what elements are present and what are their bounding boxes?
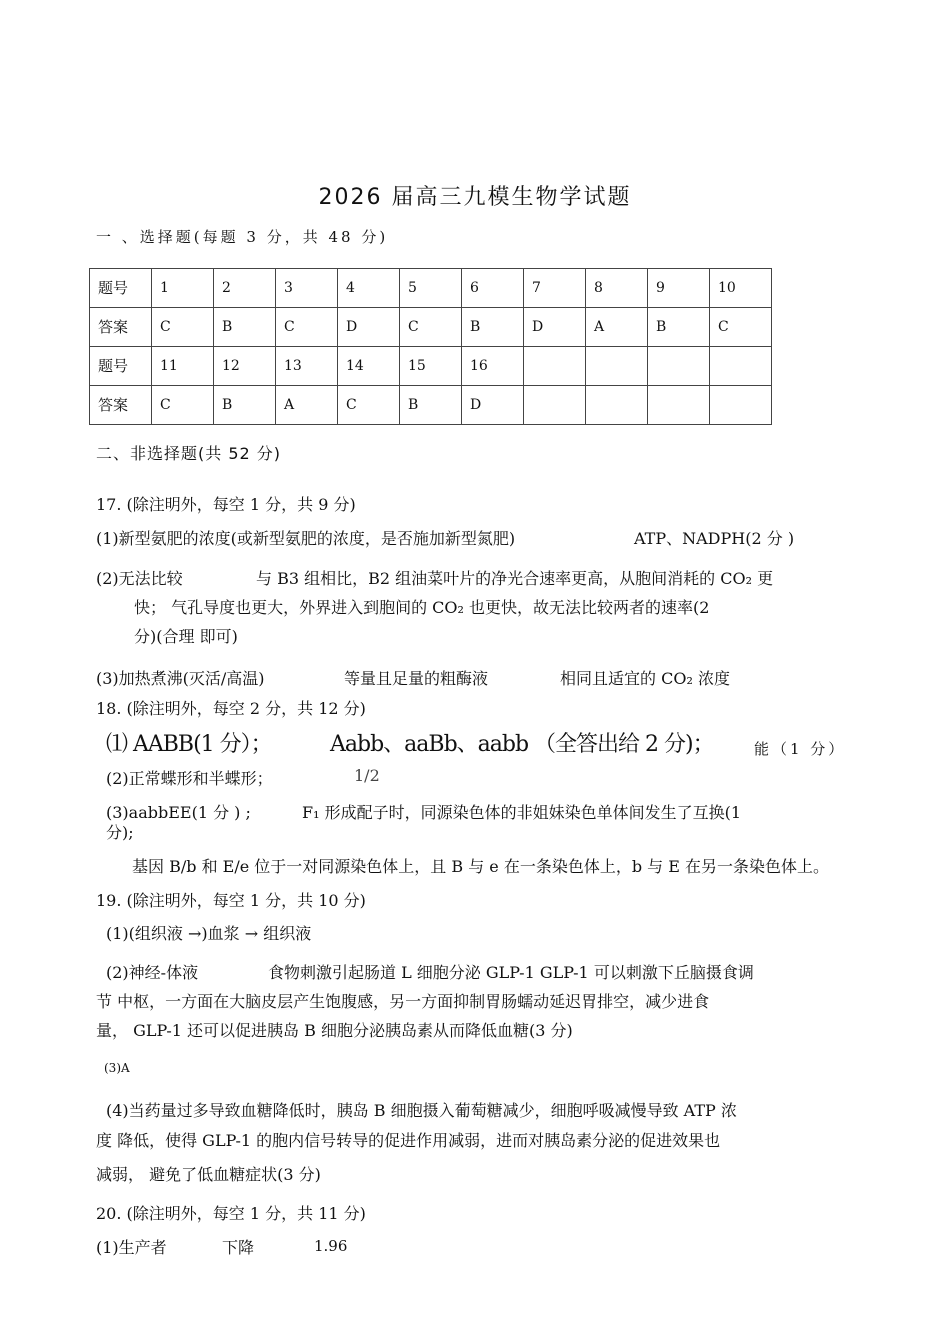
table-cell: C — [152, 386, 214, 425]
table-cell: 16 — [462, 347, 524, 386]
q17-answer-2c: 快； 气孔导度也更大，外界进入到胞间的 CO₂ 也更快，故无法比较两者的速率(2 — [134, 598, 710, 617]
q18-answer-2b: 1/2 — [354, 766, 380, 785]
q18-answer-2a: (2)正常蝶形和半蝶形； — [106, 769, 273, 788]
q18-answer-1c: 能（1 分） — [754, 740, 847, 758]
table-cell: 11 — [152, 347, 214, 386]
q17-answer-3b: 等量且足量的粗酶液 — [344, 669, 489, 688]
q18-answer-1a: ⑴ AABB(1 分）； — [106, 732, 272, 757]
table-cell: 9 — [648, 269, 710, 308]
table-cell: 1 — [152, 269, 214, 308]
table-cell — [648, 347, 710, 386]
section-heading-choice: 一 、选择题(每题 3 分，共 48 分) — [96, 228, 389, 246]
q17-answer-3a: (3)加热煮沸(灭活/高温) — [96, 669, 265, 688]
table-cell: C — [400, 308, 462, 347]
table-cell — [710, 347, 772, 386]
q19-answer-2d: 量， GLP-1 还可以促进胰岛 B 细胞分泌胰岛素从而降低血糖(3 分) — [96, 1021, 573, 1040]
q19-answer-1: (1)(组织液 →)血浆 → 组织液 — [106, 924, 312, 943]
table-cell: B — [400, 386, 462, 425]
q17-heading: 17. (除注明外，每空 1 分，共 9 分) — [96, 495, 356, 514]
table-cell: 4 — [338, 269, 400, 308]
q19-answer-4a: (4)当药量过多导致血糖降低时，胰岛 B 细胞摄入葡萄糖减少，细胞呼吸减慢导致 ATP 浓 — [106, 1101, 737, 1120]
table-cell — [648, 386, 710, 425]
table-cell: 7 — [524, 269, 586, 308]
page-title: 2026 届高三九模生物学试题 — [318, 185, 632, 210]
table-cell: 8 — [586, 269, 648, 308]
q19-answer-4c: 减弱， 避免了低血糖症状(3 分) — [96, 1165, 321, 1184]
table-cell: 15 — [400, 347, 462, 386]
table-cell — [524, 386, 586, 425]
q18-answer-3b: F₁ 形成配子时，同源染色体的非姐妹染色单体间发生了互换(1 — [302, 803, 742, 822]
q19-answer-2a: (2)神经-体液 — [106, 963, 199, 982]
table-cell: 13 — [276, 347, 338, 386]
q20-answer-1b: 下降 — [222, 1238, 255, 1257]
table-cell: 2 — [214, 269, 276, 308]
row-label: 答案 — [90, 386, 152, 425]
table-cell: B — [648, 308, 710, 347]
q17-answer-2a: (2)无法比较 — [96, 569, 183, 588]
q18-answer-1b: Aabb、aaBb、aabb （全答出给 2 分)； — [330, 732, 714, 757]
table-cell: 12 — [214, 347, 276, 386]
table-cell: 10 — [710, 269, 772, 308]
q20-answer-1c: 1.96 — [314, 1237, 348, 1255]
section-heading-nonchoice: 二、非选择题(共 52 分) — [96, 444, 282, 463]
table-cell — [524, 347, 586, 386]
table-row — [90, 386, 772, 425]
table-row — [90, 269, 772, 308]
q19-answer-2b: 食物刺激引起肠道 L 细胞分泌 GLP-1 GLP-1 可以刺激下丘脑摄食调 — [268, 963, 754, 982]
table-cell: D — [338, 308, 400, 347]
q19-answer-2c: 节 中枢，一方面在大脑皮层产生饱腹感，另一方面抑制胃肠蠕动延迟胃排空，减少进食 — [96, 992, 710, 1011]
q20-heading: 20. (除注明外，每空 1 分，共 11 分) — [96, 1204, 366, 1223]
table-row — [90, 347, 772, 386]
q17-answer-1a: (1)新型氨肥的浓度(或新型氨肥的浓度，是否施加新型氮肥) — [96, 529, 516, 548]
table-cell: C — [276, 308, 338, 347]
table-row — [90, 308, 772, 347]
table-cell: D — [524, 308, 586, 347]
table-cell — [710, 386, 772, 425]
q18-answer-3a: (3)aabbEE(1 分 ) ; — [106, 803, 251, 822]
q17-answer-2d: 分)(合理 即可) — [134, 627, 238, 646]
table-cell: B — [214, 308, 276, 347]
row-label: 题号 — [90, 269, 152, 308]
table-cell: A — [586, 308, 648, 347]
table-cell: B — [462, 308, 524, 347]
table-cell: D — [462, 386, 524, 425]
table-cell: 14 — [338, 347, 400, 386]
q19-heading: 19. (除注明外，每空 1 分，共 10 分) — [96, 891, 366, 910]
table-cell: C — [152, 308, 214, 347]
table-cell: 3 — [276, 269, 338, 308]
table-cell: C — [710, 308, 772, 347]
q18-heading: 18. (除注明外，每空 2 分，共 12 分) — [96, 699, 366, 718]
q18-answer-3c: 分); — [106, 823, 134, 842]
q17-answer-1b: ATP、NADPH(2 分 ) — [634, 529, 795, 548]
row-label: 答案 — [90, 308, 152, 347]
q19-answer-3: (3)A — [104, 1061, 130, 1075]
q20-answer-1a: (1)生产者 — [96, 1238, 167, 1257]
table-cell — [586, 347, 648, 386]
q17-answer-3c: 相同且适宜的 CO₂ 浓度 — [560, 669, 730, 688]
table-cell: C — [338, 386, 400, 425]
table-cell: 6 — [462, 269, 524, 308]
q19-answer-4b: 度 降低，使得 GLP-1 的胞内信号转导的促进作用减弱，进而对胰岛素分泌的促进效果也 — [96, 1131, 721, 1150]
table-cell — [586, 386, 648, 425]
q18-answer-3d: 基因 B/b 和 E/e 位于一对同源染色体上，且 B 与 e 在一条染色体上，b 与 E 在另一条染色体上。 — [132, 857, 830, 876]
row-label: 题号 — [90, 347, 152, 386]
table-cell: 5 — [400, 269, 462, 308]
table-cell: B — [214, 386, 276, 425]
q17-answer-2b: 与 B3 组相比，B2 组油菜叶片的净光合速率更高，从胞间消耗的 CO₂ 更 — [256, 569, 774, 588]
answer-table — [89, 268, 772, 425]
table-cell: A — [276, 386, 338, 425]
